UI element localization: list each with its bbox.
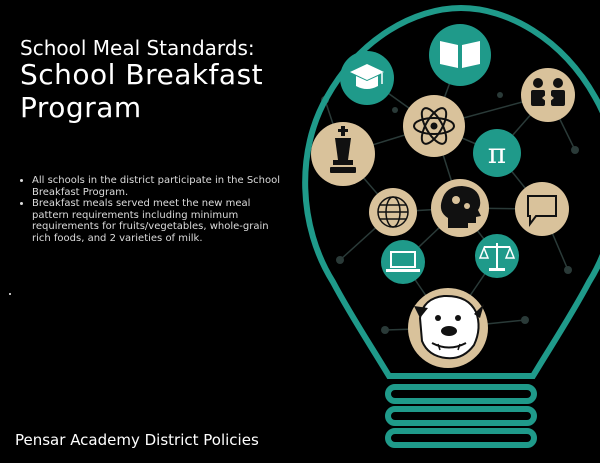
lightbulb-illustration (295, 0, 600, 463)
brain-gears-icon (431, 179, 489, 237)
graduation-cap-icon (340, 51, 394, 105)
page-subtitle: School Meal Standards: (20, 36, 255, 60)
bulb-base (388, 376, 534, 445)
page-title: School Breakfast Program (20, 58, 264, 124)
list-item: • Breakfast meals served meet the new meal pattern requirements including minimum requirements for fruits/vegetables, whole-grain rich foods, and 2 varieties of milk. (32, 198, 282, 244)
globe-icon (369, 188, 417, 236)
atom-icon (403, 95, 465, 157)
list-item: • All schools in the district participate in the School Breakfast Program. (32, 175, 282, 198)
footer-text: Pensar Academy District Policies (15, 431, 259, 449)
laptop-icon (381, 240, 425, 284)
book-icon (429, 24, 491, 86)
svg-text:π: π (487, 137, 507, 170)
scales-icon (475, 234, 519, 278)
people-exchange-icon (521, 68, 575, 122)
chess-king-icon (311, 122, 375, 186)
stray-dot (9, 293, 11, 295)
speech-bubble-icon (515, 182, 569, 236)
bulldog-mascot-icon (408, 288, 488, 368)
pi-icon (473, 129, 521, 177)
bullet-list (18, 175, 282, 244)
